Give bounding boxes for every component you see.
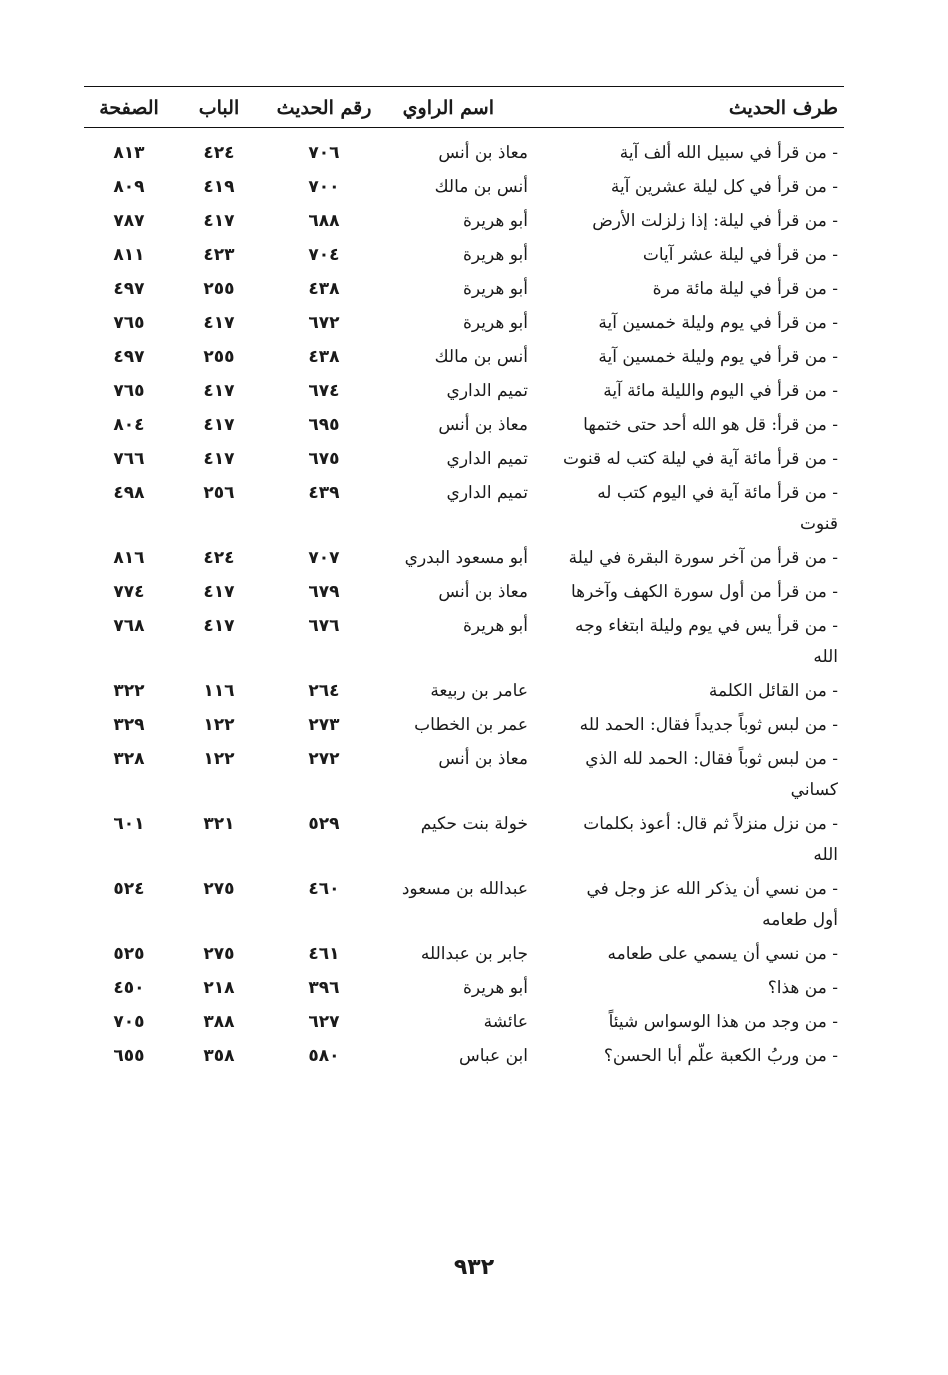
table-row <box>84 204 844 238</box>
table-row <box>84 238 844 272</box>
hadith-number: ٦٨٨ <box>308 211 340 231</box>
table-row <box>84 807 844 872</box>
table-row <box>84 136 844 170</box>
narrator-name: ابن عباس <box>458 1046 528 1066</box>
narrator-name: عمر بن الخطاب <box>414 715 528 735</box>
hadith-number: ٢٦٤ <box>308 681 340 701</box>
table-row <box>84 971 844 1005</box>
narrator-name: خولة بنت حكيم <box>420 814 528 834</box>
hadith-text: - من نسي أن يسمي على طعامه <box>607 944 838 964</box>
bab-number: ٤١٩ <box>203 177 235 197</box>
hadith-text: - من قرأ من آخر سورة البقرة في ليلة <box>568 548 838 568</box>
page-reference: ٧٠٥ <box>113 1012 145 1032</box>
narrator-name: عامر بن ربيعة <box>430 681 528 701</box>
hadith-number: ٦٧٢ <box>308 313 340 333</box>
hadith-number: ٦٧٦ <box>308 616 340 636</box>
page-reference: ٦٥٥ <box>113 1046 145 1066</box>
bab-number: ٤٢٣ <box>203 245 235 265</box>
bab-number: ٤١٧ <box>203 582 235 602</box>
hadith-text: - من لبس ثوباً فقال: الحمد لله الذي كساني <box>585 749 838 800</box>
header-narrator: اسم الراوي <box>402 97 494 119</box>
hadith-text: - من قرأ في يوم وليلة خمسين آية <box>598 313 838 333</box>
page-reference: ٥٢٤ <box>113 879 145 899</box>
page-reference: ٨١٣ <box>113 143 145 163</box>
hadith-text: - من وربُ الكعبة علّم أبا الحسن؟ <box>603 1046 838 1066</box>
table-header <box>84 87 844 136</box>
page-reference: ٤٩٧ <box>113 279 145 299</box>
narrator-name: معاذ بن أنس <box>438 749 528 769</box>
header-page: الصفحة <box>99 97 159 119</box>
hadith-number: ٧٠٦ <box>308 143 340 163</box>
hadith-text: - من قرأ في كل ليلة عشرين آية <box>610 177 838 197</box>
hadith-text: - من نزل منزلاً ثم قال: أعوذ بكلمات الله <box>583 814 838 865</box>
bab-number: ٢٥٥ <box>203 347 235 367</box>
narrator-name: معاذ بن أنس <box>438 143 528 163</box>
table-row <box>84 674 844 708</box>
page-reference: ٧٦٥ <box>113 313 145 333</box>
header-rule <box>84 127 844 128</box>
narrator-name: أبو هريرة <box>462 313 528 333</box>
table-row <box>84 708 844 742</box>
page-reference: ٣٢٢ <box>113 681 145 701</box>
bab-number: ١١٦ <box>203 681 235 701</box>
header-bab: الباب <box>198 97 240 119</box>
narrator-name: أبو هريرة <box>462 616 528 636</box>
table-row <box>84 575 844 609</box>
hadith-number: ٤٣٨ <box>308 347 340 367</box>
narrator-name: عبدالله بن مسعود <box>401 879 528 899</box>
hadith-number: ٦٧٩ <box>308 582 340 602</box>
page-reference: ٧٦٦ <box>113 449 145 469</box>
hadith-number: ٦٢٧ <box>308 1012 340 1032</box>
hadith-text: - من قرأ في ليلة: إذا زلزلت الأرض <box>592 211 838 231</box>
hadith-text: - من قرأ في سبيل الله ألف آية <box>619 143 838 163</box>
hadith-number: ٤٣٩ <box>308 483 340 503</box>
header-hadith-number: رقم الحديث <box>276 97 372 119</box>
narrator-name: أبو هريرة <box>462 279 528 299</box>
bab-number: ٢٥٥ <box>203 279 235 299</box>
hadith-number: ٥٨٠ <box>308 1046 340 1066</box>
page-reference: ٤٩٧ <box>113 347 145 367</box>
narrator-name: معاذ بن أنس <box>438 415 528 435</box>
bab-number: ٤١٧ <box>203 616 235 636</box>
page-reference: ٤٩٨ <box>113 483 145 503</box>
page-reference: ٨١١ <box>113 245 145 265</box>
hadith-number: ٤٦١ <box>308 944 340 964</box>
table-row <box>84 872 844 937</box>
bab-number: ٢٧٥ <box>203 944 235 964</box>
page-reference: ٥٢٥ <box>113 944 145 964</box>
hadith-text: - من قرأ مائة آية في ليلة كتب له قنوت <box>563 449 838 469</box>
bab-number: ٢١٨ <box>203 978 235 998</box>
narrator-name: أبو مسعود البدري <box>404 548 528 568</box>
hadith-text: - من قرأ يس في يوم وليلة ابتغاء وجه الله <box>574 616 838 667</box>
narrator-name: أنس بن مالك <box>434 347 528 367</box>
narrator-name: معاذ بن أنس <box>438 582 528 602</box>
page-reference: ٨٠٩ <box>113 177 145 197</box>
hadith-number: ٦٩٥ <box>308 415 340 435</box>
hadith-number: ٧٠٧ <box>308 548 340 568</box>
hadith-number: ٦٧٥ <box>308 449 340 469</box>
hadith-text: - من قرأ مائة آية في اليوم كتب له قنوت <box>597 483 838 534</box>
index-page <box>84 86 844 1073</box>
bab-number: ٢٥٦ <box>203 483 235 503</box>
table-row <box>84 374 844 408</box>
bab-number: ٤١٧ <box>203 381 235 401</box>
table-row <box>84 306 844 340</box>
bab-number: ٤١٧ <box>203 313 235 333</box>
bab-number: ١٢٢ <box>203 749 235 769</box>
hadith-text: - من قرأ في ليلة مائة مرة <box>652 279 838 299</box>
hadith-text: - من قرأ في اليوم والليلة مائة آية <box>603 381 838 401</box>
hadith-text: - من قرأ من أول سورة الكهف وآخرها <box>570 582 838 602</box>
table-row <box>84 340 844 374</box>
page-number: ٩٣٢ <box>453 1255 495 1280</box>
page-reference: ٦٠١ <box>113 814 145 834</box>
bab-number: ٤٢٤ <box>203 143 235 163</box>
hadith-text: - من هذا؟ <box>767 978 838 998</box>
page-reference: ٤٥٠ <box>113 978 145 998</box>
bab-number: ٤٢٤ <box>203 548 235 568</box>
narrator-name: تميم الداري <box>446 483 528 503</box>
table-row <box>84 609 844 674</box>
table-row <box>84 476 844 541</box>
page-reference: ٧٦٥ <box>113 381 145 401</box>
hadith-text: - من وجد من هذا الوسواس شيئاً <box>608 1012 838 1032</box>
hadith-number: ٦٧٤ <box>308 381 340 401</box>
table-row <box>84 541 844 575</box>
table-row <box>84 272 844 306</box>
table-row <box>84 742 844 807</box>
page-reference: ٣٢٩ <box>113 715 145 735</box>
header-hadith: طرف الحديث <box>728 97 838 119</box>
hadith-number: ٢٧٣ <box>308 715 340 735</box>
hadith-number: ٧٠٤ <box>308 245 340 265</box>
hadith-number: ٥٢٩ <box>308 814 340 834</box>
hadith-number: ٧٠٠ <box>308 177 340 197</box>
table-row <box>84 442 844 476</box>
narrator-name: أبو هريرة <box>462 245 528 265</box>
hadith-text: - من لبس ثوباً جديداً فقال: الحمد لله <box>579 715 838 735</box>
narrator-name: عائشة <box>483 1012 528 1032</box>
narrator-name: تميم الداري <box>446 381 528 401</box>
bab-number: ٤١٧ <box>203 415 235 435</box>
narrator-name: جابر بن عبدالله <box>420 944 528 964</box>
bab-number: ٣٨٨ <box>203 1012 235 1032</box>
table-row <box>84 408 844 442</box>
hadith-text: - من قرأ في يوم وليلة خمسين آية <box>598 347 838 367</box>
bab-number: ٣٢١ <box>203 814 235 834</box>
table-body <box>84 136 844 1073</box>
hadith-text: - من قرأ في ليلة عشر آيات <box>642 245 838 265</box>
page-reference: ٨١٦ <box>113 548 145 568</box>
hadith-text: - من قرأ: قل هو الله أحد حتى ختمها <box>583 415 838 435</box>
bab-number: ٤١٧ <box>203 211 235 231</box>
narrator-name: تميم الداري <box>446 449 528 469</box>
table-row <box>84 170 844 204</box>
page-reference: ٧٦٨ <box>113 616 145 636</box>
narrator-name: أبو هريرة <box>462 211 528 231</box>
hadith-number: ٤٣٨ <box>308 279 340 299</box>
hadith-number: ٤٦٠ <box>308 879 340 899</box>
bab-number: ٤١٧ <box>203 449 235 469</box>
bab-number: ٣٥٨ <box>203 1046 235 1066</box>
page-reference: ٣٢٨ <box>113 749 145 769</box>
bab-number: ١٢٢ <box>203 715 235 735</box>
hadith-number: ٢٧٢ <box>308 749 340 769</box>
hadith-text: - من نسي أن يذكر الله عز وجل في أول طعامه <box>586 879 838 930</box>
narrator-name: أنس بن مالك <box>434 177 528 197</box>
table-row <box>84 1005 844 1039</box>
narrator-name: أبو هريرة <box>462 978 528 998</box>
page-reference: ٨٠٤ <box>113 415 145 435</box>
table-row <box>84 1039 844 1073</box>
page-reference: ٧٨٧ <box>113 211 145 231</box>
hadith-text: - من القائل الكلمة <box>708 681 838 701</box>
page-reference: ٧٧٤ <box>113 582 145 602</box>
hadith-index-table <box>84 87 844 1073</box>
bab-number: ٢٧٥ <box>203 879 235 899</box>
table-row <box>84 937 844 971</box>
hadith-number: ٣٩٦ <box>308 978 340 998</box>
